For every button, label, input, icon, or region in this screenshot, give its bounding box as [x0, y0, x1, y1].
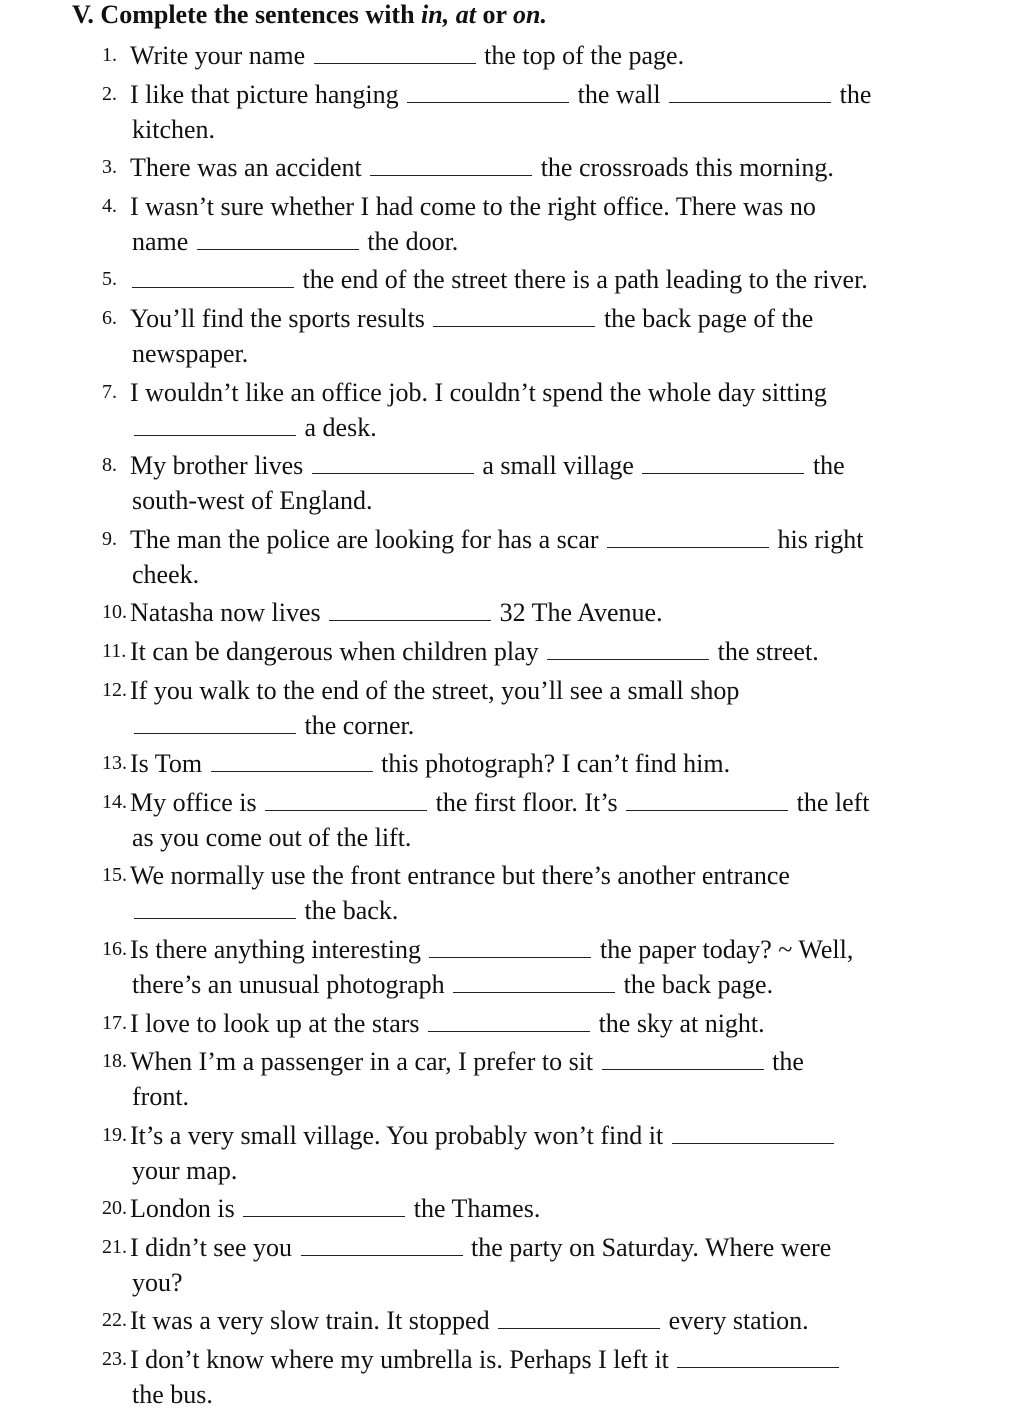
sentence-line — [130, 112, 982, 147]
item-number: 21. — [102, 1235, 127, 1258]
sentence-line — [130, 708, 982, 743]
exercise-item — [102, 746, 982, 781]
sentence-text: I wasn’t sure whether I had come to the right office. There was no — [130, 191, 816, 221]
sentence-text: your map. — [132, 1155, 238, 1185]
item-number: 3. — [102, 156, 117, 179]
title-word-at: at — [455, 0, 476, 29]
exercise-item — [102, 262, 982, 297]
sentence-text: I like that picture hanging — [130, 79, 406, 109]
item-number: 17. — [102, 1011, 127, 1034]
exercise-item — [102, 858, 982, 928]
sentence-text: It’s a very small village. You probably won’t find it — [130, 1120, 670, 1150]
sentence-line — [130, 262, 982, 297]
sentence-text: the left — [790, 787, 870, 817]
exercise-item — [102, 189, 982, 259]
sentence-text: 32 The Avenue. — [493, 598, 663, 628]
sentence-text: My brother lives — [130, 451, 310, 481]
exercise-item — [102, 522, 982, 592]
answer-blank[interactable] — [134, 413, 296, 436]
sentence-line — [130, 785, 982, 820]
sentence-text: this photograph? I can’t find him. — [374, 749, 731, 779]
sentence-line — [130, 1153, 982, 1188]
sentence-line — [130, 150, 982, 185]
exercise-item — [102, 77, 982, 147]
sentence-line — [130, 1230, 982, 1265]
answer-blank[interactable] — [301, 1233, 463, 1256]
title-word-on: on. — [513, 0, 548, 29]
answer-blank[interactable] — [498, 1306, 660, 1329]
sentence-text: I wouldn’t like an office job. I couldn’t spend the whole day sitting — [130, 377, 827, 407]
title-sep: or — [475, 0, 514, 29]
sentence-text: the top of the page. — [477, 41, 685, 70]
sentence-line — [130, 932, 982, 967]
answer-blank[interactable] — [134, 896, 296, 919]
item-number: 12. — [102, 678, 127, 701]
sentence-text: the crossroads this morning. — [534, 153, 834, 183]
item-number: 16. — [102, 937, 127, 960]
sentence-text: the wall — [571, 79, 668, 109]
sentence-text: the end of the street there is a path leading to the river. — [296, 265, 868, 295]
answer-blank[interactable] — [672, 1121, 834, 1144]
sentence-text: the Thames. — [407, 1194, 541, 1224]
sentence-line — [130, 893, 982, 928]
exercise-item — [102, 785, 982, 855]
sentence-line — [130, 1079, 982, 1114]
sentence-text: We normally use the front entrance but there’s another entrance — [130, 861, 790, 891]
item-number: 1. — [102, 44, 117, 66]
exercise-item — [102, 673, 982, 743]
sentence-text: the back page of the — [597, 303, 814, 333]
sentence-text: There was an accident — [130, 153, 369, 183]
item-number: 15. — [102, 864, 127, 887]
sentence-line — [130, 1265, 982, 1300]
sentence-line — [130, 746, 982, 781]
exercise-item — [102, 1118, 982, 1188]
sentence-text: the party on Saturday. Where were — [464, 1232, 832, 1262]
sentence-text: there’s an unusual photograph — [132, 969, 452, 999]
sentence-text: a desk. — [298, 412, 377, 442]
answer-blank[interactable] — [677, 1345, 839, 1368]
sentence-line — [130, 448, 982, 483]
sentence-text: the — [765, 1047, 804, 1077]
sentence-line — [130, 483, 982, 518]
sentence-text: the — [833, 79, 872, 109]
title-text: V. Complete the sentences with — [72, 0, 422, 29]
sentence-text: It was a very slow train. It stopped — [130, 1306, 497, 1336]
exercise-item — [102, 595, 982, 630]
sentence-line — [130, 1303, 982, 1338]
sentence-text: the paper today? ~ Well, — [593, 934, 854, 964]
sentence-text: the back page. — [617, 969, 774, 999]
sentence-line — [130, 375, 982, 410]
sentence-text: Is Tom — [130, 749, 209, 779]
answer-blank[interactable] — [428, 1009, 590, 1032]
answer-blank[interactable] — [433, 304, 595, 327]
item-number: 13. — [102, 752, 127, 775]
exercise-item — [102, 1230, 982, 1300]
sentence-line — [130, 820, 982, 855]
answer-blank[interactable] — [134, 711, 296, 734]
answer-blank[interactable] — [407, 80, 569, 103]
sentence-text: Is there anything interesting — [130, 934, 428, 964]
sentence-text: My office is — [130, 787, 264, 817]
answer-blank[interactable] — [265, 788, 427, 811]
answer-blank[interactable] — [197, 227, 359, 250]
sentence-text: the — [806, 451, 845, 481]
sentence-line — [130, 1377, 982, 1412]
title-word-in: in, — [421, 0, 450, 29]
answer-blank[interactable] — [669, 80, 831, 103]
sentence-line — [130, 189, 982, 224]
exercise-title — [72, 0, 547, 30]
exercise-item — [102, 448, 982, 518]
exercise-item — [102, 1044, 982, 1114]
sentence-line — [130, 77, 982, 112]
sentence-line — [130, 858, 982, 893]
sentence-text: London is — [130, 1194, 242, 1224]
sentence-line — [130, 1191, 982, 1226]
sentence-text: It can be dangerous when children play — [130, 636, 546, 666]
sentence-line — [130, 673, 982, 708]
sentence-text: name — [132, 226, 195, 256]
item-number: 9. — [102, 527, 117, 550]
sentence-line — [130, 1006, 982, 1041]
answer-blank[interactable] — [370, 153, 532, 176]
sentence-line — [130, 410, 982, 445]
item-number: 10. — [102, 601, 127, 624]
item-number: 6. — [102, 306, 117, 329]
sentence-text: You’ll find the sports results — [130, 303, 432, 333]
exercise-item — [102, 1191, 982, 1226]
answer-blank[interactable] — [607, 525, 769, 548]
answer-blank[interactable] — [453, 970, 615, 993]
answer-blank[interactable] — [243, 1194, 405, 1217]
sentence-text: the street. — [711, 636, 819, 666]
sentence-line — [130, 224, 982, 259]
item-number: 8. — [102, 454, 117, 477]
sentence-line — [130, 38, 982, 73]
answer-blank[interactable] — [312, 451, 474, 474]
exercise-item — [102, 1303, 982, 1338]
sentence-line — [130, 557, 982, 592]
sentence-text: you? — [132, 1267, 183, 1297]
item-number: 20. — [102, 1197, 127, 1220]
item-number: 19. — [102, 1123, 127, 1146]
sentence-text: the first floor. It’s — [429, 787, 625, 817]
sentence-text: the door. — [360, 226, 459, 256]
sentence-text: If you walk to the end of the street, you’ll see a small shop — [130, 675, 740, 705]
sentence-text: Natasha now lives — [130, 598, 328, 628]
answer-blank[interactable] — [211, 749, 373, 772]
exercise-list — [102, 38, 982, 1416]
sentence-text: I love to look up at the stars — [130, 1008, 427, 1038]
sentence-text: his right — [771, 524, 864, 554]
sentence-line — [130, 522, 982, 557]
item-number: 14. — [102, 790, 127, 813]
sentence-text: every station. — [662, 1306, 809, 1336]
item-number: 11. — [102, 639, 127, 662]
sentence-line — [130, 967, 982, 1002]
sentence-text: the back. — [298, 896, 399, 926]
sentence-text: the sky at night. — [592, 1008, 765, 1038]
sentence-line — [130, 634, 982, 669]
sentence-line — [130, 1118, 982, 1153]
exercise-item — [102, 932, 982, 1002]
item-number: 22. — [102, 1309, 127, 1332]
exercise-item — [102, 1342, 982, 1412]
sentence-line — [130, 1342, 982, 1377]
sentence-text: When I’m a passenger in a car, I prefer to sit — [130, 1047, 600, 1077]
answer-blank[interactable] — [626, 788, 788, 811]
item-number: 5. — [102, 268, 117, 291]
sentence-text: a small village — [475, 451, 641, 481]
sentence-text: cheek. — [132, 559, 200, 589]
sentence-text: newspaper. — [132, 338, 249, 368]
exercise-item — [102, 38, 982, 73]
answer-blank[interactable] — [642, 451, 804, 474]
sentence-text: south-west of England. — [132, 486, 373, 516]
sentence-line — [130, 595, 982, 630]
answer-blank[interactable] — [314, 41, 476, 64]
answer-blank[interactable] — [602, 1047, 764, 1070]
sentence-line — [130, 336, 982, 371]
sentence-line — [130, 301, 982, 336]
answer-blank[interactable] — [132, 265, 294, 288]
sentence-text: the bus. — [132, 1380, 213, 1410]
sentence-text: I didn’t see you — [130, 1232, 299, 1262]
sentence-line — [130, 1044, 982, 1079]
exercise-item — [102, 150, 982, 185]
exercise-item — [102, 634, 982, 669]
answer-blank[interactable] — [429, 935, 591, 958]
exercise-item — [102, 375, 982, 445]
sentence-text: as you come out of the lift. — [132, 822, 412, 852]
answer-blank[interactable] — [329, 598, 491, 621]
sentence-text: Write your name — [130, 41, 312, 70]
exercise-item — [102, 301, 982, 371]
item-number: 4. — [102, 194, 117, 217]
sentence-text: kitchen. — [132, 114, 216, 144]
item-number: 2. — [102, 82, 117, 105]
sentence-text: The man the police are looking for has a scar — [130, 524, 606, 554]
sentence-text: front. — [132, 1082, 190, 1112]
sentence-text: the corner. — [298, 710, 415, 740]
item-number: 7. — [102, 380, 117, 403]
exercise-item — [102, 1006, 982, 1041]
item-number: 18. — [102, 1050, 127, 1073]
item-number: 23. — [102, 1348, 127, 1371]
answer-blank[interactable] — [547, 637, 709, 660]
sentence-text: I don’t know where my umbrella is. Perhaps I left it — [130, 1345, 676, 1375]
